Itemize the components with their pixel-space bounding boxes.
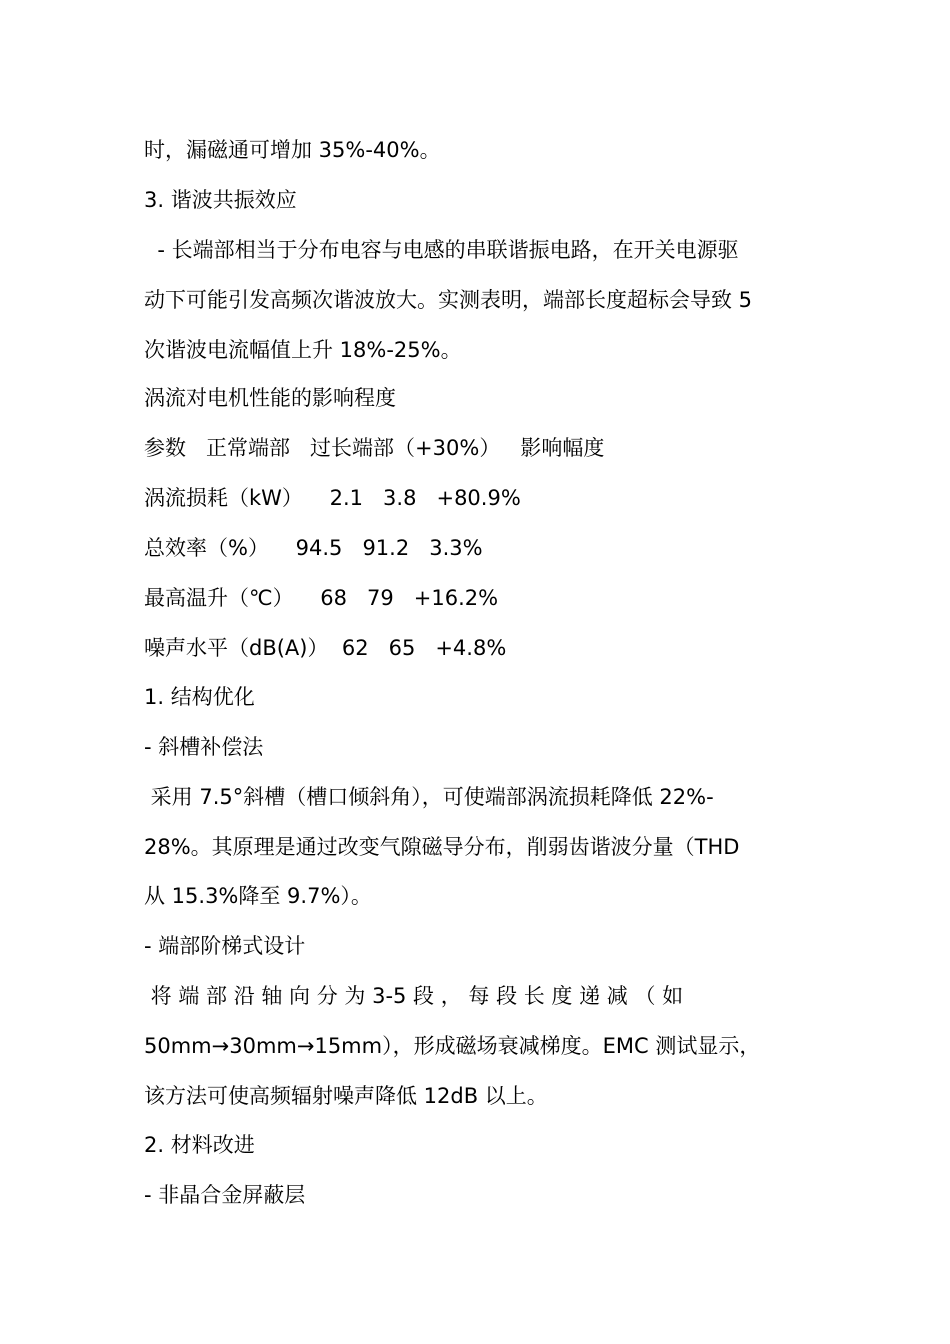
body-text-line: 从 15.3%降至 9.7%）。 bbox=[144, 884, 372, 908]
body-text-line: 该方法可使高频辐射噪声降低 12dB 以上。 bbox=[144, 1084, 548, 1108]
table-caption: 涡流对电机性能的影响程度 bbox=[144, 386, 396, 410]
body-text-line: 28%。其原理是通过改变气隙磁导分布，削弱齿谐波分量（THD bbox=[144, 835, 740, 859]
paragraph-tail: 时，漏磁通可增加 35%-40%。 bbox=[144, 138, 441, 162]
body-text-line: - 长端部相当于分布电容与电感的串联谐振电路，在开关电源驱 bbox=[144, 238, 739, 262]
list-item-title: - 非晶合金屏蔽层 bbox=[144, 1183, 306, 1207]
body-text-line: 50mm→30mm→15mm），形成磁场衰减梯度。EMC 测试显示， bbox=[144, 1034, 761, 1058]
table-row: 涡流损耗（kW） 2.1 3.8 +80.9% bbox=[144, 486, 521, 510]
section-heading-structure-optimization: 1. 结构优化 bbox=[144, 685, 255, 709]
table-header-row: 参数 正常端部 过长端部（+30%） 影响幅度 bbox=[144, 436, 605, 460]
list-item-title: - 端部阶梯式设计 bbox=[144, 934, 306, 958]
body-text-line: 将 端 部 沿 轴 向 分 为 3-5 段 ， 每 段 长 度 递 减 （ 如 bbox=[144, 984, 684, 1008]
body-text-line: 次谐波电流幅值上升 18%-25%。 bbox=[144, 338, 462, 362]
table-row: 噪声水平（dB(A)） 62 65 +4.8% bbox=[144, 636, 507, 660]
body-text-line: 动下可能引发高频次谐波放大。实测表明，端部长度超标会导致 5 bbox=[144, 288, 753, 312]
section-heading-harmonic-resonance: 3. 谐波共振效应 bbox=[144, 188, 297, 212]
section-heading-material-improvement: 2. 材料改进 bbox=[144, 1133, 255, 1157]
table-row: 最高温升（℃） 68 79 +16.2% bbox=[144, 586, 499, 610]
list-item-title: - 斜槽补偿法 bbox=[144, 735, 264, 759]
body-text-line: 采用 7.5°斜槽（槽口倾斜角），可使端部涡流损耗降低 22%- bbox=[144, 785, 714, 809]
table-row: 总效率（%） 94.5 91.2 3.3% bbox=[144, 536, 483, 560]
